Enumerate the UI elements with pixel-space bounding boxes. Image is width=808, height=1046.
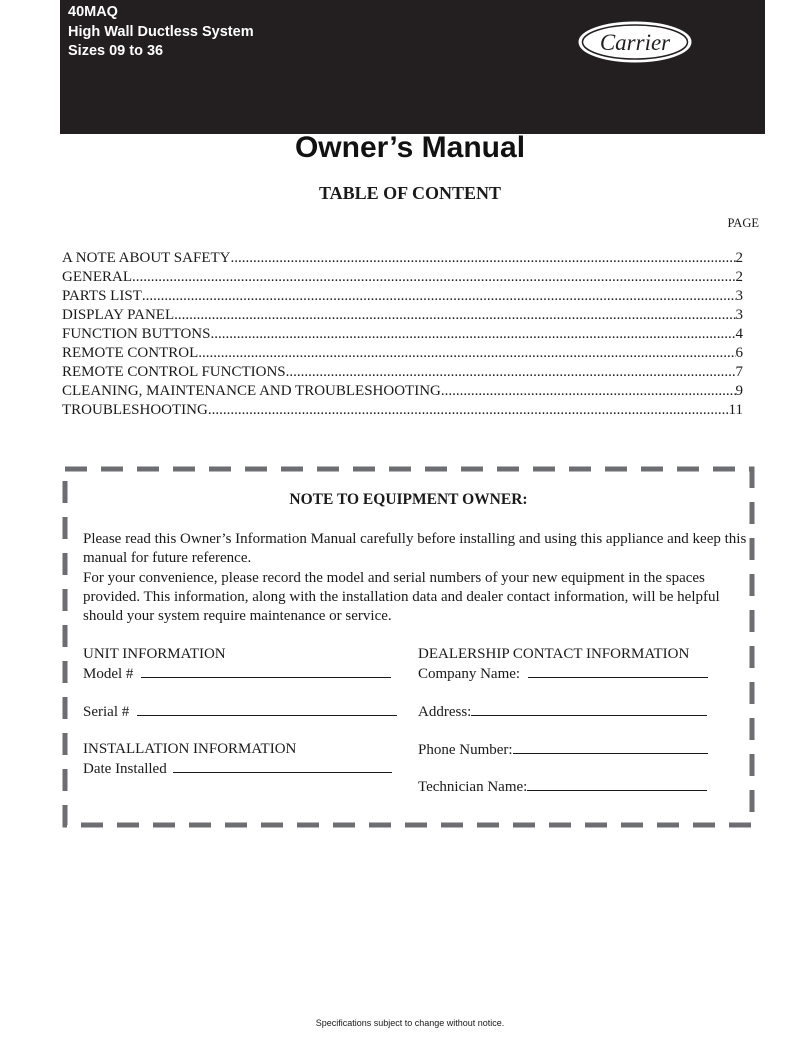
date-installed-input[interactable] bbox=[173, 759, 392, 773]
toc-entry-parts-list[interactable]: PARTS LIST ..... 3 bbox=[62, 287, 743, 306]
serial-field: Serial # bbox=[83, 702, 397, 722]
toc-heading: TABLE OF CONTENT bbox=[318, 183, 502, 203]
model-number: 40MAQ bbox=[68, 4, 118, 20]
dealership-info-heading: DEALERSHIP CONTACT INFORMATION bbox=[418, 646, 690, 662]
product-sizes: Sizes 09 to 36 bbox=[68, 43, 164, 59]
toc-entry-display-panel[interactable]: DISPLAY PANEL ..... 3 bbox=[62, 306, 743, 325]
dealership-contact-section bbox=[418, 645, 708, 684]
page-title: Owner’s Manual bbox=[294, 131, 526, 164]
note-paragraph: For your convenience, please record the model and serial numbers of your new equipment in the spaces provided. This information, along with the installation data and dealer contact information, will be helpful should your system require maintenance or service. bbox=[83, 569, 720, 625]
model-input[interactable] bbox=[141, 664, 391, 678]
date-installed-field: Date Installed bbox=[83, 759, 392, 779]
unit-info-heading: UNIT INFORMATION bbox=[83, 646, 226, 662]
footer-note: Specifications subject to change without notice. bbox=[315, 1018, 505, 1028]
toc-entry-remote-control-functions[interactable]: REMOTE CONTROL FUNCTIONS ..... 7 bbox=[62, 363, 743, 382]
address-field: Address: bbox=[418, 702, 707, 722]
svg-text:®: ® bbox=[687, 57, 691, 63]
toc-entry-function-buttons[interactable]: FUNCTION BUTTONS ..... 4 bbox=[62, 325, 743, 344]
company-name-input[interactable] bbox=[528, 664, 708, 678]
note-title: NOTE TO EQUIPMENT OWNER: bbox=[289, 491, 528, 508]
phone-number-input[interactable] bbox=[513, 740, 708, 754]
toc-entry-cleaning[interactable]: CLEANING, MAINTENANCE AND TROUBLESHOOTING ..... 9 bbox=[62, 382, 743, 401]
toc-entry-safety[interactable]: A NOTE ABOUT SAFETY ..... 2 bbox=[62, 249, 743, 268]
header-text bbox=[68, 3, 254, 62]
installation-info-heading: INSTALLATION INFORMATION bbox=[83, 741, 297, 757]
phone-section bbox=[418, 740, 708, 760]
owner-note-box bbox=[62, 466, 755, 828]
serial-section bbox=[83, 702, 397, 722]
technician-name-field: Technician Name: bbox=[418, 777, 707, 797]
carrier-logo bbox=[575, 17, 695, 67]
toc-page-label: PAGE bbox=[727, 216, 759, 230]
note-body bbox=[83, 530, 755, 626]
serial-input[interactable] bbox=[137, 702, 397, 716]
address-section bbox=[418, 702, 707, 722]
product-name: High Wall Ductless System bbox=[68, 23, 254, 40]
header-banner bbox=[60, 0, 765, 134]
technician-section bbox=[418, 777, 707, 797]
brand-name: Carrier bbox=[599, 30, 671, 55]
note-paragraph: Please read this Owner’s Information Manual carefully before installing and using this appliance and keep this manual for future reference. bbox=[83, 531, 747, 567]
toc-entry-remote-control[interactable]: REMOTE CONTROL ..... 6 bbox=[62, 344, 743, 363]
toc-entry-troubleshooting[interactable]: TROUBLESHOOTING ..... 11 bbox=[62, 401, 743, 420]
address-input[interactable] bbox=[471, 702, 707, 716]
unit-information-section bbox=[83, 645, 391, 684]
toc-entry-general[interactable]: GENERAL ..... 2 bbox=[62, 268, 743, 287]
company-name-field: Company Name: bbox=[418, 664, 708, 684]
table-of-contents bbox=[62, 249, 743, 420]
model-field: Model # bbox=[83, 664, 391, 684]
phone-number-field: Phone Number: bbox=[418, 740, 708, 760]
technician-name-input[interactable] bbox=[527, 777, 707, 791]
installation-information-section bbox=[83, 740, 392, 779]
